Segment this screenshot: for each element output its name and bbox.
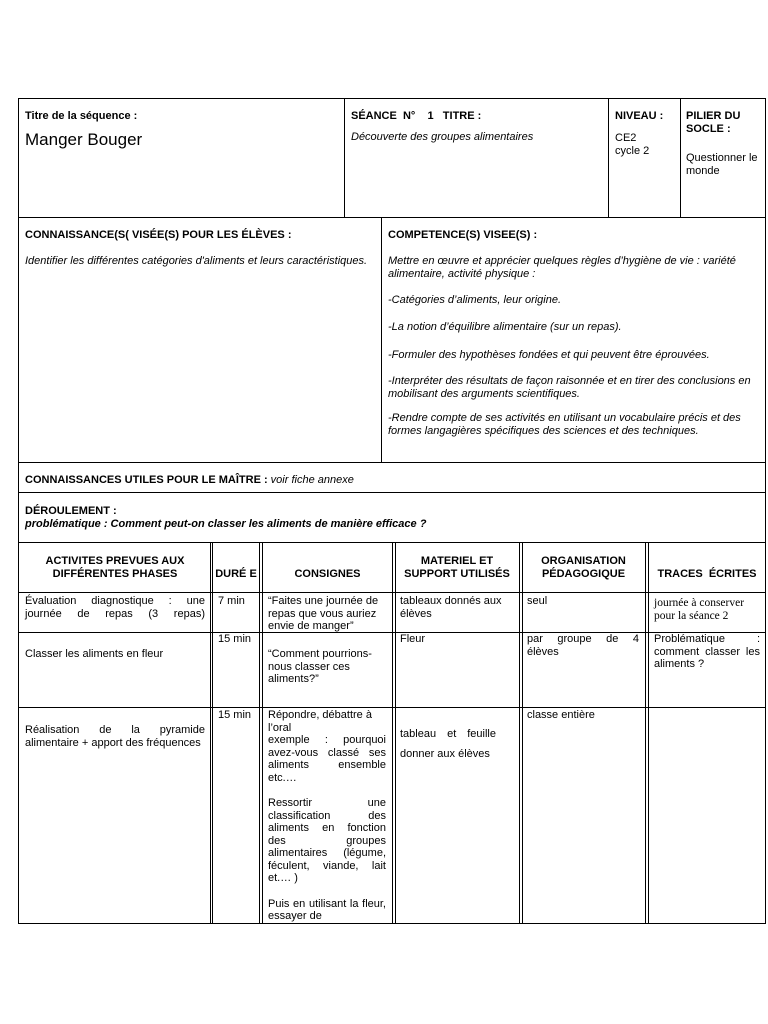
competence-item: -Interpréter des résultats de façon raisonnée et en tirer des conclusions en mobilisant des arguments scientifiques. (388, 375, 751, 400)
row3-consignes-2: exemple : pourquoi avez-vous classé ses aliments ensemble etc.… (268, 734, 386, 784)
row3-consignes-3: Ressortir une classification des aliments en fonction des groupes alimentaires (légume, féculent, viande, lait et.… ) (268, 797, 386, 884)
row3-activite: Réalisation de la pyramide alimentaire + apport des fréquences (25, 724, 205, 749)
vline-header-1 (344, 98, 345, 217)
connaissances-cell (25, 229, 375, 268)
sequence-cell (25, 110, 335, 150)
competence-item: -Catégories d’aliments, leur origine. (388, 294, 562, 306)
row1-consignes: “Faites une journée de repas que vous auriez envie de manger” (268, 595, 379, 632)
vline-table-4b (522, 542, 523, 924)
niveau-label: NIVEAU : (615, 110, 664, 122)
sequence-title: Manger Bouger (25, 130, 143, 149)
competence-item: -La notion d’équilibre alimentaire (sur un repas). (388, 321, 622, 333)
row1-traces: journée à conserver pour la séance 2 (654, 597, 745, 622)
vline-table-2b (262, 542, 263, 924)
row2-duree: 15 min (218, 633, 252, 645)
vline-header-2 (608, 98, 609, 217)
vline-table-3a (392, 542, 393, 924)
row2-activite: Classer les aliments en fleur (25, 648, 164, 660)
maitre-label: CONNAISSANCES UTILES POUR LE MAÎTRE : (25, 474, 268, 486)
maitre-cell (25, 474, 755, 487)
row2-consignes: “Comment pourrions-nous classer ces aliments?” (268, 648, 372, 685)
col-header-activites: ACTIVITES PREVUES AUX DIFFÉRENTES PHASES (45, 555, 185, 580)
col-header-duree: DURÉ E (215, 568, 257, 580)
vline-table-3b (395, 542, 396, 924)
vline-table-1b (212, 542, 213, 924)
seance-cell (351, 110, 601, 144)
col-header-organisation: ORGANISATION PÉDAGOGIQUE (541, 555, 626, 580)
deroulement-label: DÉROULEMENT : (25, 505, 117, 517)
maitre-value: voir fiche annexe (267, 474, 354, 486)
vline-table-2a (259, 542, 260, 924)
niveau-cell (615, 110, 677, 157)
col-header-materiel: MATERIEL ET SUPPORT UTILISÉS (404, 555, 510, 580)
competence-item: -Formuler des hypothèses fondées et qui peuvent être éprouvées. (388, 349, 710, 361)
row2-traces: Problématique : comment classer les aliments ? (654, 633, 760, 670)
seance-title: Découverte des groupes alimentaires (351, 131, 534, 143)
pilier-value: Questionner le monde (686, 152, 758, 177)
col-header-consignes: CONSIGNES (294, 568, 361, 580)
col-header-traces: TRACES ÉCRITES (657, 568, 757, 580)
competence-item: Mettre en œuvre et apprécier quelques règles d’hygiène de vie : variété alimentaire, activité physique : (388, 255, 736, 280)
row1-activite: Évaluation diagnostique : une journée de repas (3 repas) (25, 595, 205, 620)
deroulement-cell (25, 505, 755, 531)
row1-materiel: tableaux donnés aux élèves (400, 595, 502, 620)
row1-organisation: seul (527, 595, 548, 607)
vline-table-5a (645, 542, 646, 924)
row2-organisation: par groupe de 4 élèves (527, 633, 639, 658)
row3-organisation: classe entière (527, 709, 595, 721)
row1-duree: 7 min (218, 595, 245, 607)
divider-objectives (18, 462, 766, 463)
divider-header (18, 217, 766, 218)
niveau-value-1: CE2 (615, 132, 637, 144)
competences-label: COMPETENCE(S) VISEE(S) : (388, 229, 538, 241)
divider-maitre (18, 492, 766, 493)
row2-materiel: Fleur (400, 633, 426, 645)
connaissances-label: CONNAISSANCE(S( VISÉE(S) POUR LES ÉLÈVES : (25, 229, 292, 241)
seance-label: SÉANCE N° 1 TITRE : (351, 110, 482, 122)
competence-item: -Rendre compte de ses activités en utilisant un vocabulaire précis et des formes langagières spécifiques des sciences et des techniques. (388, 412, 741, 437)
pilier-cell (686, 110, 762, 177)
pilier-label: PILIER DU SOCLE : (686, 110, 741, 135)
vline-objectives (381, 217, 382, 462)
row3-consignes-1: Répondre, débattre à l’oral (268, 709, 372, 734)
vline-header-3 (680, 98, 681, 217)
connaissances-text: Identifier les différentes catégories d'aliments et leurs caractéristiques. (25, 255, 368, 267)
row3-materiel: tableau et feuille donner aux élèves (400, 728, 496, 760)
competences-cell (388, 229, 758, 437)
row3-duree: 15 min (218, 709, 252, 721)
row3-consignes (268, 709, 386, 922)
niveau-value-2: cycle 2 (615, 144, 650, 157)
vline-table-5b (648, 542, 649, 924)
sequence-label: Titre de la séquence : (25, 110, 138, 122)
deroulement-problematique: problématique : Comment peut-on classer les aliments de manière efficace ? (25, 518, 427, 530)
vline-table-4a (519, 542, 520, 924)
row3-consignes-4: Puis en utilisant la fleur, essayer de (268, 897, 386, 922)
vline-table-1a (210, 542, 211, 924)
